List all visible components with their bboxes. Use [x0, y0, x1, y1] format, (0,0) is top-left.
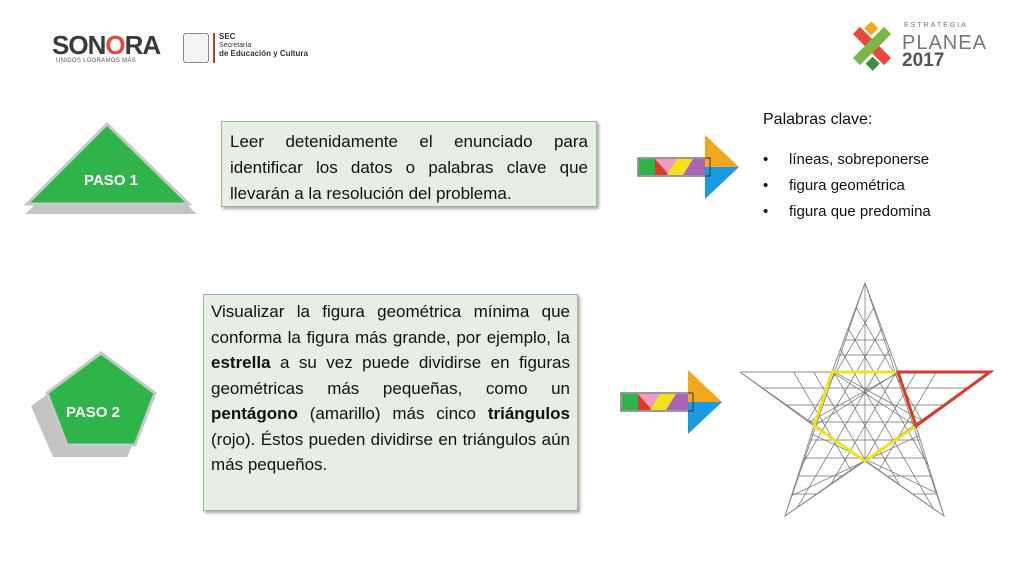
- sec-line1: Secretaría: [219, 42, 252, 49]
- sec-line2: de Educación y Cultura: [219, 49, 308, 58]
- bullet-icon: •: [763, 203, 769, 220]
- sec-divider: [213, 33, 215, 63]
- step1-label: PASO 1: [84, 172, 138, 189]
- keyword-estrella: estrella: [211, 353, 271, 372]
- step2-textbox: Visualizar la figura geométrica mínima que conforma la figura más grande, por ejemplo, la estrella a su vez puede dividirse en figuras geométricas más pequeñas, como un pentágono (amarillo) más cinco triángulos (rojo). Éstos pueden dividirse en triángulos aún más pequeños.: [203, 294, 578, 511]
- keyword-pentagono: pentágono: [211, 404, 298, 423]
- step2-label: PASO 2: [66, 404, 120, 421]
- planea-logo-icon: [842, 20, 902, 72]
- planea-strategy-label: ESTRATEGIA: [904, 22, 968, 29]
- planea-year: 2017: [902, 50, 945, 71]
- sec-logo-text: [219, 33, 308, 59]
- list-item: • figura geométrica: [763, 173, 931, 199]
- list-item: • figura que predomina: [763, 199, 931, 225]
- step2-pentagon: [15, 345, 165, 460]
- step1-triangle: [0, 118, 200, 218]
- arrow-icon: [637, 133, 741, 201]
- keyword-triangulos: triángulos: [487, 404, 570, 423]
- planea-title: PLANEA: [902, 32, 987, 54]
- step1-textbox: Leer detenidamente el enunciado para identificar los datos o palabras clave que llevarán a la resolución del problema.: [221, 121, 597, 207]
- star-figure: [740, 280, 994, 520]
- keywords-list: [763, 147, 931, 225]
- sec-abbr: SEC: [219, 32, 236, 41]
- sonora-logo: SONORA: [52, 30, 161, 60]
- arrow-icon: [620, 368, 724, 436]
- sonora-tagline: UNIDOS LOGRAMOS MÁS: [56, 58, 137, 64]
- bullet-icon: •: [763, 151, 769, 168]
- keywords-title: Palabras clave:: [763, 111, 873, 128]
- sec-seal-icon: [183, 33, 209, 63]
- bullet-icon: •: [763, 177, 769, 194]
- list-item: • líneas, sobreponerse: [763, 147, 931, 173]
